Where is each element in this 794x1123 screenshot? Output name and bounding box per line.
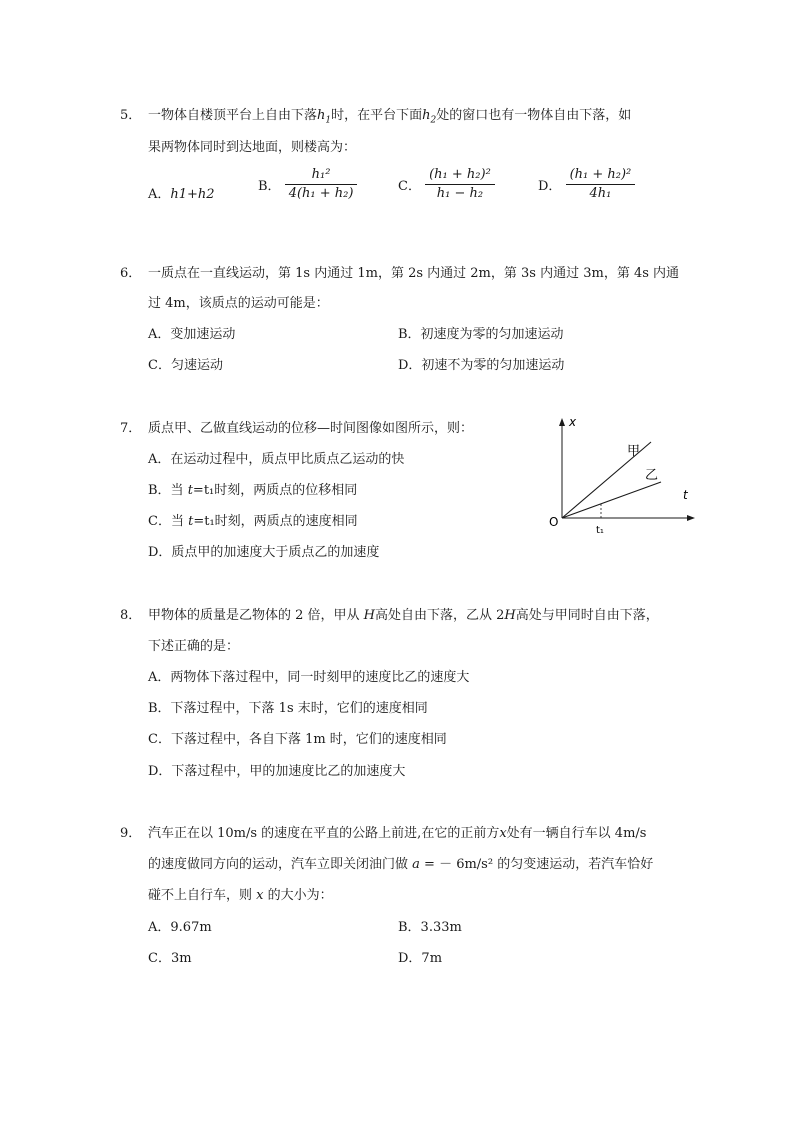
q8-number: 8． xyxy=(120,608,142,623)
q5-h1-var: $h_1$ xyxy=(317,108,332,126)
graph-x-label: t xyxy=(683,488,688,502)
q5-h2-var: $h_2$ xyxy=(422,108,437,126)
q5-option-b-fraction: $\frac{\text{h₁²}}{\text{4(h₁ + h₂)}}$ xyxy=(285,166,358,203)
q5-option-b[interactable]: B． $\frac{\text{h₁²}}{\text{4(h₁ + h₂)}}$ xyxy=(258,166,357,203)
q6-line-1: 一质点在一直线运动，第 1s 内通过 1m，第 2s 内通过 2m，第 3s 内通过 3m，第 4s 内通 xyxy=(148,266,680,281)
q7-option-d[interactable]: D．质点甲的加速度大于质点乙的加速度 xyxy=(148,545,380,560)
q9-option-c[interactable]: C．3m xyxy=(148,951,192,966)
q9-line-3: 碰不上自行车，则 x 的大小为： xyxy=(148,888,333,903)
q5-option-c[interactable]: C． $\frac{\text{(h₁ + h₂)²}}{\text{h₁ − h₂}}$ xyxy=(398,166,495,203)
q8-line-2: 下述正确的是： xyxy=(148,639,240,654)
q6-option-b[interactable]: B．初速度为零的匀加速运动 xyxy=(398,327,564,342)
q5-option-d[interactable]: D． $\frac{\text{(h₁ + h₂)²}}{\text{4h₁}}$ xyxy=(538,166,635,203)
q7-option-b[interactable]: B．当 t=t₁时刻，两质点的位移相同 xyxy=(148,483,358,498)
q8-line-1: 甲物体的质量是乙物体的 2 倍，甲从 H高处自由下落，乙从 2H高处与甲同时自由下落， xyxy=(148,608,659,623)
q5-option-c-fraction: $\frac{\text{(h₁ + h₂)²}}{\text{h₁ − h₂}}$ xyxy=(425,166,495,203)
q7-line-1: 质点甲、乙做直线运动的位移—时间图像如图所示，则： xyxy=(148,421,474,436)
graph-origin-label: O xyxy=(549,515,559,529)
graph-line-jia-label: 甲 xyxy=(627,444,641,459)
q7-position-time-graph xyxy=(545,412,705,542)
q6-option-d[interactable]: D．初速不为零的匀加速运动 xyxy=(398,358,565,373)
graph-line-yi xyxy=(562,482,661,518)
q9-option-a[interactable]: A．9.67m xyxy=(148,920,212,935)
q5-option-d-fraction: $\frac{\text{(h₁ + h₂)²}}{\text{4h₁}}$ xyxy=(566,166,636,203)
q6-number: 6． xyxy=(120,266,142,281)
q5-number: 5． xyxy=(120,108,142,123)
q9-number: 9． xyxy=(120,826,142,841)
q6-option-c[interactable]: C．匀速运动 xyxy=(148,358,223,373)
q9-line-2: 的速度做同方向的运动，汽车立即关闭油门做 a = － 6m/s² 的匀变速运动，若汽车恰好 xyxy=(148,857,654,872)
q5-option-a[interactable]: A．h1+h2 xyxy=(148,187,215,202)
q5-line-2: 果两物体同时到达地面，则楼高为： xyxy=(148,140,357,155)
q9-line-1: 汽车正在以 10m/s 的速度在平直的公路上前进,在它的正前方x处有一辆自行车以 4m/s xyxy=(148,826,647,841)
q7-option-a[interactable]: A．在运动过程中，质点甲比质点乙运动的快 xyxy=(148,452,405,467)
graph-t1-label: t₁ xyxy=(596,525,604,536)
q9-option-d[interactable]: D．7m xyxy=(398,951,443,966)
graph-x-axis-arrow xyxy=(687,515,695,521)
q8-option-d[interactable]: D．下落过程中，甲的加速度比乙的加速度大 xyxy=(148,764,406,779)
q8-option-a[interactable]: A．两物体下落过程中，同一时刻甲的速度比乙的速度大 xyxy=(148,670,470,685)
q6-line-2: 过 4m，该质点的运动可能是： xyxy=(148,296,329,311)
graph-line-yi-label: 乙 xyxy=(645,468,659,483)
graph-y-axis-arrow xyxy=(559,418,565,426)
q7-number: 7． xyxy=(120,421,142,436)
q9-option-b[interactable]: B．3.33m xyxy=(398,920,462,935)
q8-option-c[interactable]: C．下落过程中，各自下落 1m 时，它们的速度相同 xyxy=(148,732,447,747)
q6-option-a[interactable]: A．变加速运动 xyxy=(148,327,236,342)
q8-option-b[interactable]: B．下落过程中，下落 1s 末时，它们的速度相同 xyxy=(148,701,428,716)
graph-y-label: x xyxy=(569,415,577,429)
q7-option-c[interactable]: C．当 t=t₁时刻，两质点的速度相同 xyxy=(148,514,358,529)
q5-line-1: 一物体自楼顶平台上自由下落$h_1$时，在平台下面$h_2$处的窗口也有一物体自由下落，如 xyxy=(148,108,632,126)
